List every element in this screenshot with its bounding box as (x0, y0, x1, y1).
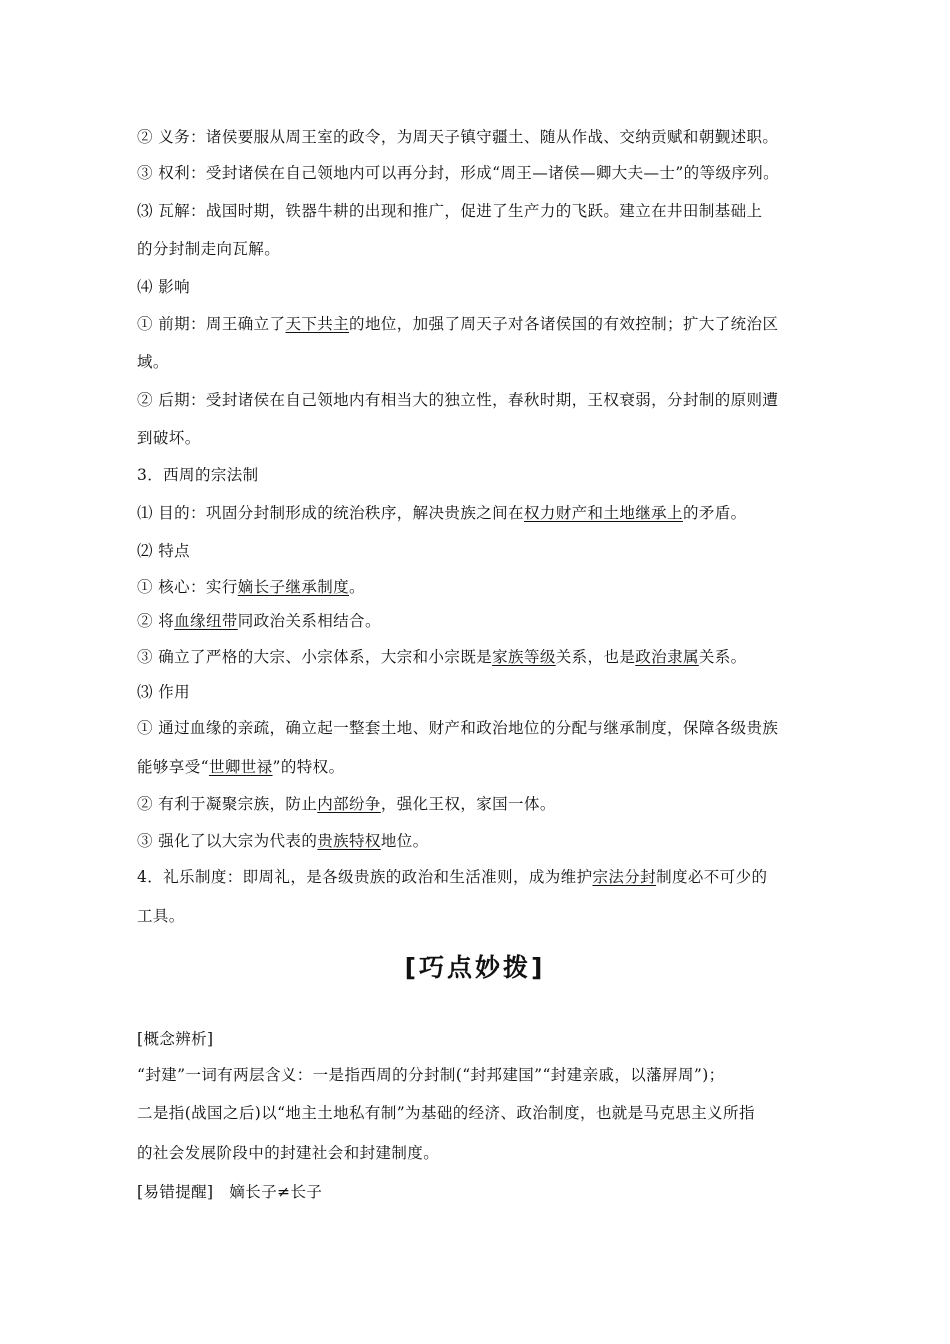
text-line (137, 126, 827, 148)
text-segment: ⑶ 瓦解：战国时期，铁器牛耕的出现和推广，促进了生产力的飞跃。建立在井田制基础上 (137, 202, 763, 220)
text-segment: ② 后期：受封诸侯在自己领地内有相当大的独立性，春秋时期，王权衰弱，分封制的原则遭 (137, 391, 779, 409)
text-segment: 域。 (137, 353, 169, 371)
underlined-term: 政治隶属 (635, 648, 699, 666)
text-line (137, 313, 827, 335)
text-segment: 同政治关系相结合。 (237, 612, 381, 630)
text-segment: 关系，也是 (555, 648, 636, 666)
text-line (137, 1028, 827, 1050)
text-line (137, 427, 827, 449)
text-line (137, 200, 827, 222)
text-line (137, 540, 827, 562)
text-line (137, 1181, 827, 1203)
text-line (137, 793, 827, 815)
text-line (137, 464, 827, 486)
underlined-term: 天下共主 (285, 315, 350, 333)
text-segment: ，强化王权，家国一体。 (380, 795, 556, 813)
text-segment: ② 将 (137, 612, 175, 630)
text-segment: 的社会发展阶段中的封建社会和封建制度。 (137, 1144, 440, 1162)
text-line (137, 389, 827, 411)
text-line (137, 1064, 827, 1086)
underlined-term: 贵族特权 (317, 832, 381, 850)
text-segment: ② 有利于凝聚宗族，防止 (137, 795, 318, 813)
text-segment: 的分封制走向瓦解。 (137, 240, 281, 258)
text-segment: ③ 确立了严格的大宗、小宗体系，大宗和小宗既是 (137, 648, 493, 666)
text-segment: 3．西周的宗法制 (137, 466, 259, 484)
underlined-term: 权力财产和土地继承上 (523, 504, 683, 522)
text-segment: 4．礼乐制度：即周礼，是各级贵族的政治和生活准则，成为维护 (137, 868, 593, 886)
section-banner: [巧点妙拨] (404, 953, 546, 982)
text-segment: “封建”一词有两层含义：一是指西周的分封制(“封邦建国”“封建亲戚，以藩屏周”)； (137, 1066, 725, 1084)
text-line (137, 502, 827, 524)
text-line (137, 351, 827, 373)
text-segment: [概念辨析] (137, 1030, 214, 1048)
text-segment: ① 通过血缘的亲疏，确立起一整套土地、财产和政治地位的分配与继承制度，保障各级贵族 (137, 719, 779, 737)
text-segment: 地位。 (380, 832, 429, 850)
text-segment: 。 (349, 578, 365, 596)
text-segment: ② 义务：诸侯要服从周王室的政令，为周天子镇守疆土、随从作战、交纳贡赋和朝觐述职。 (137, 128, 779, 146)
text-line (137, 576, 827, 598)
text-line (137, 276, 827, 298)
underlined-term: 血缘纽带 (174, 612, 238, 630)
text-line (137, 238, 827, 260)
text-line (137, 905, 827, 927)
text-segment: ⑶ 作用 (137, 683, 191, 701)
text-segment: [易错提醒] 嫡长子≠长子 (137, 1183, 323, 1201)
text-segment: ③ 权利：受封诸侯在自己领地内可以再分封，形成“周王—诸侯—卿大夫—士”的等级序列。 (137, 164, 780, 182)
text-line (137, 681, 827, 703)
text-segment: ① 前期：周王确立了 (137, 315, 286, 333)
text-line (137, 610, 827, 632)
underlined-term: 世卿世禄 (208, 758, 273, 776)
text-segment: ⑷ 影响 (137, 278, 191, 296)
text-segment: ⑵ 特点 (137, 542, 191, 560)
underlined-term: 嫡长子继承制度 (237, 578, 350, 596)
text-line (137, 866, 827, 888)
text-line (137, 646, 827, 668)
text-segment: 二是指(战国之后)以“地主土地私有制”为基础的经济、政治制度，也就是马克思主义所指 (137, 1104, 755, 1122)
text-segment: ”的特权。 (272, 758, 345, 776)
underlined-term: 内部纷争 (317, 795, 381, 813)
text-line (137, 1142, 827, 1164)
underlined-term: 家族等级 (492, 648, 556, 666)
text-segment: 到破坏。 (137, 429, 201, 447)
underlined-term: 宗法分封 (592, 868, 657, 886)
text-segment: 的矛盾。 (682, 504, 747, 522)
text-segment: 关系。 (698, 648, 747, 666)
text-line (137, 717, 827, 739)
text-line (137, 1102, 827, 1124)
text-segment: 制度必不可少的 (656, 868, 768, 886)
text-line (137, 756, 827, 778)
text-segment: ⑴ 目的：巩固分封制形成的统治秩序，解决贵族之间在 (137, 504, 524, 522)
text-segment: 工具。 (137, 907, 185, 925)
text-line (137, 830, 827, 852)
text-segment: ③ 强化了以大宗为代表的 (137, 832, 318, 850)
text-line (137, 162, 827, 184)
text-segment: ① 核心：实行 (137, 578, 238, 596)
text-segment: 能够享受“ (137, 758, 209, 776)
text-segment: 的地位，加强了周天子对各诸侯国的有效控制；扩大了统治区 (349, 315, 779, 333)
